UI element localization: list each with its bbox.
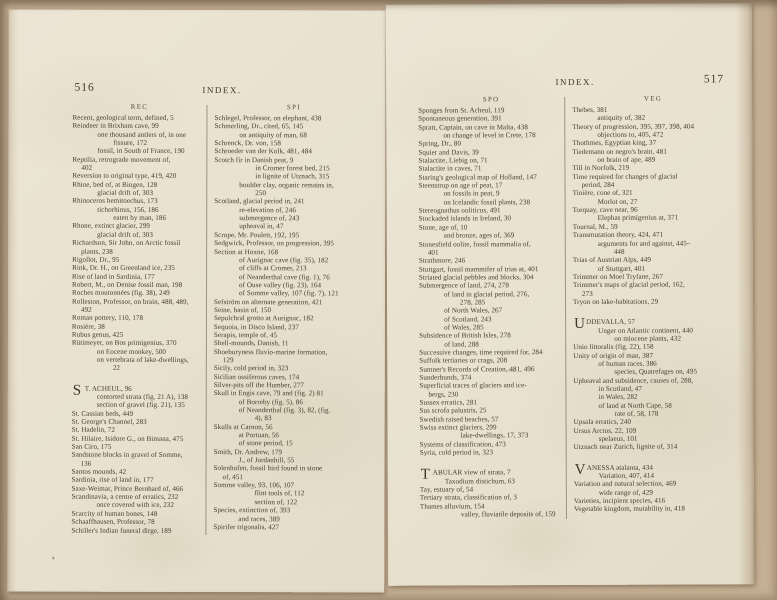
entry-text: Sefström on alternate generation, 421 [213,297,323,306]
entry-text: Rütimeyer, on Bos primigenius, 370 [71,338,177,348]
entry-text: Scotland, glacial period in, 241 [214,197,305,206]
index-entry-line [72,393,206,402]
index-entry-line [72,451,206,460]
index-entry-line [72,331,206,340]
index-entry-line [72,155,206,164]
entry-text: lake-dwellings, 17, 373 [460,431,529,440]
index-entry-line [72,189,206,198]
entry-text: upheaval in, 47 [239,222,284,231]
entry-text: flint tools of, 112 [254,489,305,498]
entry-text: of Scotland, 243 [444,314,492,324]
index-entry-line [72,172,206,181]
index-entry-line [72,205,206,214]
index-entry-line [71,484,205,493]
entry-text: Strathmore, 246 [418,256,466,265]
entry-text: of Wales, 285 [444,323,484,332]
entry-text: Time required for changes of glacial [572,172,678,181]
entry-text: on brain of ape, 489 [597,155,656,164]
entry-text: Superficial traces of glaciers and ice- [419,381,527,391]
entry-text: Staring's geological map of Holland, 147 [418,172,537,182]
index-entry-line [214,122,373,131]
index-entry-line [72,426,206,435]
entry-text: Upheaval and subsidence, causes of, 288, [573,376,694,385]
entry-text: fissure, 172 [113,138,148,147]
index-entry-line [72,322,206,331]
entry-text: Scrope, Mr. Poulett, 192, 195 [214,230,300,240]
entry-text: Scandinavia, a centre of erratics, 232 [71,492,179,502]
index-section-gap [574,451,736,464]
index-entry-line [71,501,205,510]
entry-text: Elephas primigenius at, 371 [597,213,679,223]
entry-text: plants, 238 [81,247,113,256]
entry-text: 448 [613,247,625,256]
entry-text: Sedgwick, Professor, on progression, 395 [214,239,334,248]
entry-text: Stalactite, Liebig on, 71 [418,156,488,165]
entry-text: Thames alluvium, 154 [419,502,485,511]
entry-text: Striated glacial pebbles and blocks, 304 [418,273,534,282]
entry-text: in Wales, 282 [598,393,638,402]
entry-text: Solenhofen, fossil bird found in stone [213,464,323,473]
index-entry-line [72,256,206,265]
entry-text: Swiss extinct glaciers, 299 [419,423,497,432]
entry-text: Steenstrup on age of peat, 17 [418,181,503,190]
column-divider [205,105,207,535]
entry-text: Schrenck, Dr. von, 158 [214,139,281,148]
entry-text: Seine, basin of, 150 [213,305,272,315]
entry-text: St. Hilaire, Isidore G., on Bimana, 475 [71,434,184,443]
entry-text: Thothmes, Egyptian king, 37 [572,138,657,148]
entry-text: of Neanderthal (fig. 3), 82, (fig. [238,406,331,415]
entry-text: Ursus Arctos, 22, 109 [573,426,637,435]
entry-text: of Aurignac cave (fig. 35), 182 [239,255,329,265]
index-entry-line [72,130,206,139]
entry-text: Tinière, cone of, 321 [572,189,633,198]
index-entry-line [72,401,206,410]
entry-text: once covered with ice, 232 [96,501,175,510]
entry-text: of Stuttgart, 401 [597,264,646,273]
index-entry-line [72,306,206,315]
entry-text: Serapis, temple of, 45 [213,330,278,340]
entry-text: of human races, 386 [598,359,657,368]
entry-text: Roches moutonnées (fig. 38), 249 [72,288,170,298]
entry-text: St. Cassian beds, 449 [71,409,134,418]
entry-text: in Cromer forest bed, 215 [255,164,330,173]
entry-text: Subsidence of British Isles, 278 [419,331,511,340]
index-entry-line [72,434,206,443]
entry-text: Sardinia, rise of land in, 177 [71,476,154,485]
entry-text: Reindeer in Brixham cave, 99 [72,122,159,131]
entry-text: Upsala erratics, 240 [573,418,632,427]
entry-text: Somme valley, 93, 106, 107 [213,481,295,490]
entry-text: section of gravel (fig. 21), 135 [96,401,185,410]
index-entry-line [72,339,206,348]
index-section-gap [72,372,206,384]
entry-text: boulder clay, organic remains in, [239,180,334,190]
column-catchword: VEG [644,95,663,103]
entry-text: San Ciro, 175 [71,442,112,451]
entry-text: Santos mounds, 42 [71,467,127,476]
entry-text: Utznach near Zurich, lignite of, 314 [573,442,678,452]
index-entry-line [71,509,205,518]
index-entry-line [72,468,206,477]
entry-text: Stuttgart, fossil mammifer of trias at, 401 [418,264,539,274]
page-number-left: 516 [74,81,95,94]
entry-text: spelaeus, 101 [598,434,638,443]
entry-text: on Eocene monkey, 500 [96,347,167,356]
column-catchword: SPI [286,104,302,112]
index-lines [572,105,736,514]
index-entry-line [213,506,372,515]
entry-text: on miocene plants, 432 [614,334,682,343]
running-title-right: INDEX. [555,76,595,88]
entry-text: of stone period, 15 [238,439,293,448]
entry-text: Trias of Austrian Alps, 449 [572,255,652,265]
entry-text: 492 [80,305,92,314]
entry-text: Stonesfield oolite, fossil mammalia of, [418,239,531,249]
index-entry-line [72,147,206,156]
book-page-left [7,10,386,593]
index-entry-line [72,230,206,239]
entry-text: submergence of, 243 [239,214,300,223]
entry-text: and bronze, ages of, 369 [443,231,515,240]
index-lines [71,114,206,535]
entry-text: Sunderbunds, 374 [419,373,472,382]
entry-text: Successive changes, time required for, 284 [419,348,543,357]
running-title-left: INDEX. [202,85,242,96]
entry-text: section of, 122 [254,497,298,507]
entry-text: Skull in Engis cave, 79 and (fig. 2) 81 [213,389,324,398]
entry-text: Trimmer on Moel Tryfane, 267 [572,272,663,281]
entry-text: fossil, in South of France, 190 [97,147,185,156]
entry-text: Sumner's Records of Creation, 481, 496 [419,364,535,374]
entry-text: 136 [80,459,92,468]
entry-text: Tiedemann on negro's brain, 481 [572,147,667,156]
entry-text: rate of, 58, 178 [614,409,659,418]
entry-text: Variation, 407, 414 [598,471,655,480]
entry-text: tichorhinus, 156, 186 [97,205,159,214]
entry-text: Spirifer trigonalis, 427 [213,522,280,532]
index-entry-line [574,505,736,514]
entry-text: of land, 288 [444,340,479,349]
entry-text: Silver-pits off the Humber, 277 [213,381,305,390]
index-entry-line [71,493,205,502]
index-column [418,96,566,519]
entry-text: Squier and Davis, 39 [418,148,479,157]
index-entry-line [72,297,206,306]
entry-text: wide range of, 429 [598,488,653,497]
index-entry-line [72,314,206,323]
entry-text: in Scotland, 47 [598,384,642,393]
index-entry-line [72,281,206,290]
index-entry-line [71,518,205,527]
index-entry-line [72,222,206,231]
entry-text: on fossils in peat, 9 [443,189,500,198]
entry-text: Sequoia, in Disco Island, 237 [213,322,299,331]
paper-speck [52,557,54,560]
index-entry-line [213,523,372,532]
entry-text: St. George's Channel, 283 [71,417,147,426]
entry-text: Sponges from St. Acheul, 119 [418,106,505,115]
entry-text: bergs, 230 [428,390,459,399]
entry-text: of Neanderthal cave (fig. 1), 76 [239,272,330,281]
entry-text: one thousand antlers of, in one [97,130,187,139]
index-entry-line [214,348,373,357]
entry-text: Robert, M., on Denise fossil man, 198 [72,280,183,289]
dropcap-letter: S [72,382,82,399]
index-entry-line [214,481,373,490]
entry-text: 129 [222,356,234,365]
entry-text: Roman pottery, 110, 178 [71,313,144,323]
entry-text: Unger on Atlantic continent, 440 [598,326,693,335]
entry-text: Schaaffhausen, Professor, 78 [71,517,155,527]
entry-text: Sandstone blocks in gravel of Somme, [71,451,183,460]
entry-text: Sus scrofa palustris, 25 [419,406,487,416]
entry-text: of Ouse valley (fig. 23), 164 [239,280,322,290]
entry-text: J., of Jordanhill, 55 [238,456,295,465]
entry-text: Rhine, bed of, at Bingen, 128 [72,180,158,189]
entry-text: 250 [255,189,267,198]
entry-text: Reptilia, retrograde movement of, [72,155,171,164]
entry-text: Shoeburyness fluvio-marine formation, [213,347,328,356]
entry-text: re-elevation of, 246 [239,205,296,215]
index-entry-line [72,264,206,273]
entry-text: Vegetable kingdom, mutability in, 418 [573,504,685,514]
entry-text: Saxe-Weimar, Prince Bernhard of, 466 [71,484,184,493]
index-entry-line [214,448,373,457]
index-lines [418,106,566,519]
entry-text: Rigollot, Dr., 95 [72,255,120,264]
entry-text: Stockaded islands in Ireland, 30 [418,214,512,224]
entry-text: of Borreby (fig. 5), 86 [238,397,303,406]
entry-text: Unio littoralis (fig. 22), 158 [573,342,654,352]
entry-text: of Somme valley, 107 (fig. 7), 121 [239,289,339,298]
entry-text: Section at Hoxne, 168 [214,247,279,256]
entry-text: 401 [427,248,439,257]
entry-text: of land at North Cape, 58 [598,401,672,410]
entry-text: Sussex erratics, 281 [419,398,478,407]
entry-text: Schiller's Indian funeral dirge, 189 [71,526,172,535]
entry-text: Smith, Dr. Andrew, 179 [213,447,283,456]
entry-text: Rhinoceros hemitoechus, 173 [72,197,158,206]
entry-text: Submergence of land, 274, 278 [418,281,509,290]
entry-text: 278, 285 [460,298,486,307]
index-entry-line [71,526,205,535]
entry-text: Richardson, Sir John, on Arctic fossil [72,238,181,248]
entry-text: contorted strata (fig. 21 A), 138 [96,392,189,401]
entry-text: Sicily, cold period in, 323 [213,364,289,373]
entry-text: of, 451 [222,472,244,481]
index-entry-line [72,476,206,485]
entry-text: of cliffs at Cromer, 213 [239,264,307,273]
entry-text: Trimmer's maps of glacial period, 162, [572,280,685,290]
index-columns-right [418,95,736,519]
entry-text: on vertebrata of lake-dwellings, [96,355,189,364]
entry-text: Schroeder van der Kolk, 481, 484 [214,147,312,156]
index-entry-line [72,443,206,452]
index-entry-line [214,197,373,206]
index-entry-line [72,214,206,223]
entry-text: Syria, cold period in, 323 [419,448,494,457]
entry-text: of North Wales, 267 [444,306,503,315]
entry-text: Rubus genus, 425 [71,330,124,339]
entry-text: Torquay, cave near, 96 [572,205,638,215]
index-lines [213,114,373,532]
entry-text: Tournal, M., 59 [572,222,618,231]
entry-text: Rolleston, Professor, on brain, 488, 489, [71,297,189,306]
entry-text: DDEVALLA, 57 [586,317,636,327]
entry-text: arguments for and against, 445– [597,238,691,248]
entry-text: Stalactite in caves, 71 [418,164,482,174]
index-entry-line [72,239,206,248]
entry-text: 22 [112,364,121,373]
index-entry-line [72,164,206,173]
entry-text: Rhone, extinct glacier, 299 [72,222,150,231]
entry-text: and races, 389 [238,514,280,523]
entry-text: Skulls at Carnon, 56 [213,422,273,431]
entry-text: Schmerling, Dr., cited, 65, 145 [214,122,304,131]
index-entry-line [72,272,206,281]
entry-text: Swedish raised beaches, 57 [419,415,499,424]
entry-text: Stone, age of, 10 [418,223,468,232]
index-columns-left [71,104,373,536]
entry-text: Stereognathus ooliticus, 491 [418,206,501,215]
entry-text: Scotch fir in Danish peat, 9 [214,155,294,164]
entry-text: Rink, Dr. H., on Greenland ice, 235 [72,263,175,273]
index-entry-line [214,156,373,165]
entry-text: Till in Norfolk, 219 [572,164,630,173]
entry-text: on change of level in Crete, 178 [443,131,536,140]
entry-text: Species, extinction of, 393 [213,506,291,515]
index-entry-line [72,247,206,256]
entry-text: T. ACHEUL, 96 [84,384,132,393]
entry-text: Rise of land in Sardinia, 177 [72,272,155,281]
index-entry-line [72,197,206,206]
entry-text: in lignite of Utznach, 315 [255,172,330,181]
entry-text: 273 [581,289,593,298]
entry-text: St. Hadelin, 72 [71,426,115,435]
entry-text: antiquity of, 382 [597,114,646,123]
entry-text: Reversion to original type, 419, 420 [72,172,177,181]
entry-text: period, 284 [581,180,615,190]
index-entry-line [72,364,206,373]
entry-text: Systems of classification, 473 [419,440,506,449]
entry-text: Spratt, Captain, on cave in Malta, 438 [418,122,528,132]
entry-text: Transmutation theory, 424, 471 [572,230,664,240]
index-entry-line [72,139,206,148]
entry-text: eaten by man, 186 [113,213,167,223]
entry-text: Rosière, 38 [71,322,105,331]
entry-text: of land in glacial period, 276, [443,289,530,299]
entry-text: 4), 83 [254,414,272,423]
entry-text: Sepulchral grotto at Aurignac, 182 [213,314,314,323]
index-entry-line [72,459,206,468]
index-entry-line [420,510,566,519]
index-section-gap [573,306,735,319]
index-entry-line [72,180,206,189]
entry-text: species, Quatrefages on, 495 [614,367,698,377]
index-entry-line [72,356,206,365]
entry-text: Varieties, incipient species, 416 [573,496,666,506]
entry-text: valley, fluviatile deposits of, 159 [460,510,556,519]
entry-text: Shell-mounds, Danish, 11 [213,339,289,348]
entry-text: on antiquity of man, 68 [239,130,307,139]
index-section-gap [420,456,566,469]
entry-text: ABULAR view of strata, 7 [432,468,511,478]
dropcap-letter: T [420,467,431,484]
index-column [572,95,736,518]
index-column [213,104,373,535]
index-entry-line [72,347,206,356]
entry-text: Spontaneous generation, 391 [418,114,502,124]
entry-text: Taxodium distichum, 63 [444,477,515,486]
entry-text: Tay, estuary of, 54 [419,485,474,494]
entry-text: on Icelandic fossil plants, 238 [443,197,531,207]
entry-text: Tertiary strata, classification of, 3 [419,493,517,503]
entry-text: Unity of origin of man, 387 [573,351,654,360]
index-entry-line [72,418,206,427]
dropcap-letter: U [574,316,586,333]
index-column [71,104,206,535]
entry-text: Morlot on, 27 [597,197,638,206]
book-page-right [386,3,755,586]
index-entry-line [214,248,373,257]
index-entry-line [72,114,206,123]
entry-text: glacial drift of, 303 [97,188,154,197]
running-head-left [73,81,372,101]
page-number-right: 517 [703,73,725,86]
entry-text: Spring, Dr., 80 [418,139,462,149]
index-entry-line [214,423,373,432]
entry-text: Thebes, 381 [572,105,608,114]
entry-text: ANESSA atalanta, 434 [586,463,653,472]
entry-text: 402 [81,163,93,172]
column-catchword: SPO [482,96,500,104]
entry-text: objections to, 405, 472 [597,130,664,139]
entry-text: Recent, geological term, defined, 5 [72,113,174,122]
entry-text: Tryon on lake-habitations, 29 [573,297,659,306]
index-entry-line [72,289,206,298]
entry-text: at Portuan, 56 [238,431,279,440]
entry-text: glacial drift of, 303 [97,230,153,239]
column-catchword: REC [130,103,149,111]
dropcap-letter: V [574,461,586,478]
entry-text: Scarcity of human bones, 148 [71,509,158,518]
index-entry-line [72,122,206,131]
entry-text: Schlegel, Professor, on elephant, 438 [214,114,322,123]
entry-text: Variation and natural selection, 469 [573,479,677,489]
index-entry-line [72,409,206,418]
index-entry-line [214,389,373,398]
entry-text: Suffolk tertiaries or crags, 208 [419,356,508,365]
running-head-right [418,75,732,92]
entry-text: Sicilian ossiferous caves, 174 [213,372,300,381]
entry-text: Theory of progression, 395, 397, 398, 404 [572,122,695,131]
